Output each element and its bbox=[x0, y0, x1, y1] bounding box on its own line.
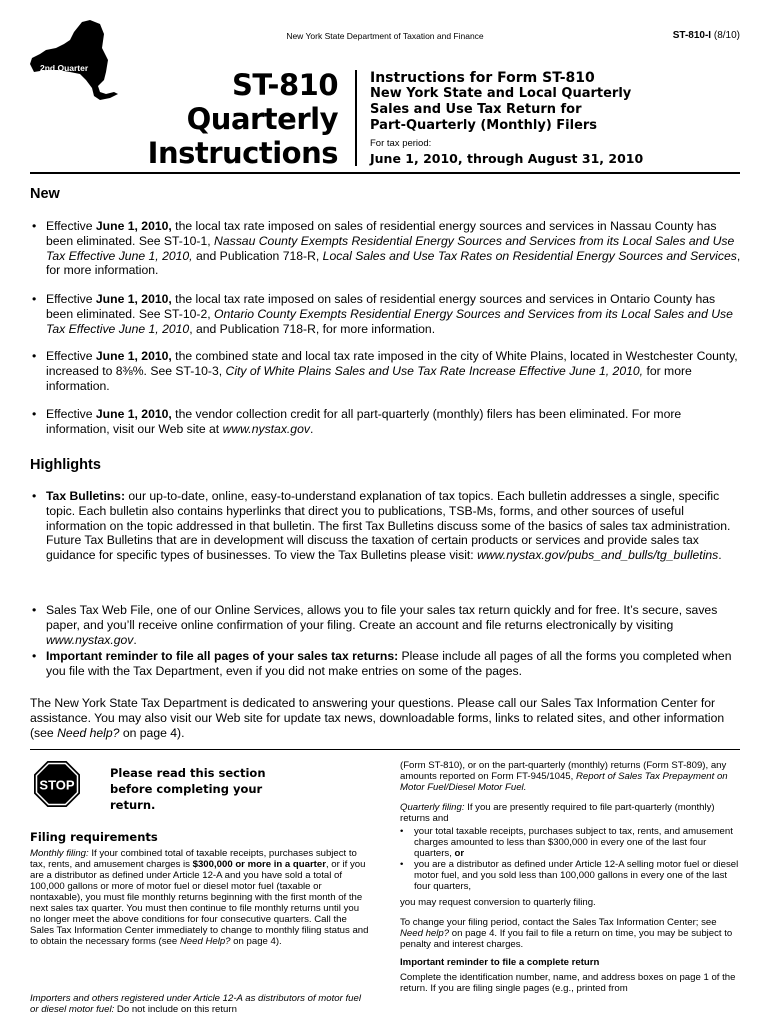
list-item: • Effective June 1, 2010, the local tax rate imposed on sales of residential energy sources and services in Ontario County has been eliminated. See ST-10-2, Ontario County Exempts Residential Energy Sources and Services from its Local Sales and Use Tax Effective June 1, 2010, and Publication 718-R, for more information. bbox=[32, 292, 733, 336]
change-period-paragraph: To change your filing period, contact the Sales Tax Information Center; see Need help? on page 4. If you fail to file a return on time, you may be subject to penalty and interest charges. bbox=[400, 917, 733, 950]
header-rule bbox=[30, 172, 740, 174]
quarterly-filing-paragraph: Quarterly filing: If you are presently required to file part-quarterly (monthly) returns and bbox=[400, 802, 715, 824]
subtitle-line: Sales and Use Tax Return for bbox=[370, 102, 582, 117]
tax-period: June 1, 2010, through August 31, 2010 bbox=[370, 151, 644, 166]
importers-paragraph: Importers and others registered under Article 12-A as distributors of motor fuel or diesel motor fuel: Do not include on this return bbox=[30, 993, 361, 1015]
stop-sign-icon bbox=[34, 761, 80, 807]
subtitle-line: Part-Quarterly (Monthly) Filers bbox=[370, 118, 598, 133]
section-divider bbox=[30, 749, 740, 750]
quarterly-conditions-list bbox=[400, 826, 742, 892]
list-item: • your total taxable receipts, purchases subject to tax, rents, and amusement charges amounted to less than $300,000 in every one of the last four quarters, or bbox=[400, 826, 733, 859]
form-code-number: ST-810-I bbox=[672, 30, 712, 41]
continued-paragraph: (Form ST-810), or on the part-quarterly (monthly) returns (Form ST-809), any amounts reported on Form FT-945/1045, Report of Sales Tax Prepayment on Motor Fuel/Diesel Motor Fuel. bbox=[400, 760, 728, 793]
subtitle-line: New York State and Local Quarterly bbox=[370, 86, 632, 101]
filing-requirements-heading: Filing requirements bbox=[30, 830, 158, 844]
agency-name: New York State Department of Taxation and Finance bbox=[286, 31, 484, 41]
tax-period-label: For tax period: bbox=[370, 138, 432, 149]
reminder-paragraph: Complete the identification number, name, and address boxes on page 1 of the return. If you are filing single pages (e.g., printed from bbox=[400, 972, 736, 994]
quarterly-after: you may request conversion to quarterly filing. bbox=[400, 897, 596, 908]
read-notice: Please read this section before completing your return. bbox=[110, 766, 266, 812]
instructions-for: Instructions for Form ST-810 bbox=[370, 70, 595, 86]
document-title bbox=[138, 68, 338, 170]
list-item: • Effective June 1, 2010, the vendor collection credit for all part-quarterly (monthly) filers has been eliminated. For more information, visit our Web site at www.nystax.gov. bbox=[32, 407, 682, 436]
quarter-label: 2nd Quarter bbox=[40, 63, 89, 73]
section-heading-highlights: Highlights bbox=[30, 457, 101, 473]
list-item: • Effective June 1, 2010, the local tax rate imposed on sales of residential energy sources and services in Nassau County has been eliminated. See ST-10-1, Nassau County Exempts Residential Energy Sources and Services from its Local Sales and Use Tax Effective June 1, 2010, and Publication 718-R, Local Sales and Use Tax Rates on Residential Energy Sources and Services, for more information. bbox=[32, 219, 741, 278]
list-item: • Important reminder to file all pages of your sales tax returns: Please include all pages of all the forms you completed when you file with the Tax Department, even if you did not make entries on some of the pages. bbox=[32, 649, 732, 678]
closing-paragraph: The New York State Tax Department is dedicated to answering your questions. Please call our Sales Tax Information Center for assistance. You may also visit our Web site for update tax news, downloadable forms, links to related sites, and other information (see Need help? on page 4). bbox=[30, 696, 725, 740]
list-item: • Effective June 1, 2010, the combined state and local tax rate imposed in the city of White Plains, located in Westchester County, increased to 8⅜%. See ST-10-3, City of White Plains Sales and Use Tax Rate Increase Effective June 1, 2010, for more information. bbox=[32, 349, 738, 393]
title-divider bbox=[355, 70, 357, 166]
list-item: • you are a distributor as defined under Article 12-A selling motor fuel or diesel motor fuel, and you sold less than 100,000 gallons in every one of the last four quarters, bbox=[400, 859, 739, 892]
form-date: (8/10) bbox=[713, 30, 740, 41]
stop-sign-label: STOP bbox=[39, 777, 75, 793]
section-heading-new: New bbox=[30, 186, 60, 202]
title-line: Instructions bbox=[147, 136, 338, 170]
form-code bbox=[673, 30, 740, 41]
list-item: • Tax Bulletins: our up-to-date, online, easy-to-understand explanation of tax topics. Each bulletin addresses a single, specific topic. Each bulletin also contains hyperlinks that direct you to publications, TSB-Ms, forms, and other sources of useful information on the topic addressed in that bulletin. The first Tax Bulletins discuss some of the basics of sales tax administration. Future Tax Bulletins that are in development will discuss the taxation of certain products or services and provide sales tax guidance for specific types of businesses. To view the Tax Bulletins please visit: www.nystax.gov/pubs_and_bulls/tg_bulletins. bbox=[32, 489, 731, 563]
new-york-state-map-icon bbox=[30, 20, 118, 102]
monthly-filing-paragraph: Monthly filing: If your combined total of taxable receipts, purchases subject to tax, rents, and amusement charges is $300,000 or more in a quarter, or if you are a distributor as defined under Article 12-A and you have sold a total of 100,000 gallons or more of motor fuel or diesel motor fuel (taxable or nontaxable), you must file monthly returns beginning with the first month of the next sales tax quarter. You must then continue to file monthly returns until you no longer meet the above conditions for four consecutive quarters. Call the Sales Tax Information Center immediately to change to monthly filing status and to obtain the necessary forms (see Need Help? on page 4). bbox=[30, 848, 369, 947]
reminder-heading: Important reminder to file a complete return bbox=[400, 957, 600, 968]
title-line: ST-810 bbox=[232, 68, 338, 102]
list-item: • Sales Tax Web File, one of our Online Services, allows you to file your sales tax return quickly and for free. It’s secure, saves paper, and you’ll receive online confirmation of your filing. Create an account and file returns electronically by visiting www.nystax.gov. bbox=[32, 603, 718, 647]
title-line: Quarterly bbox=[186, 102, 338, 136]
instructions-heading bbox=[370, 70, 760, 134]
